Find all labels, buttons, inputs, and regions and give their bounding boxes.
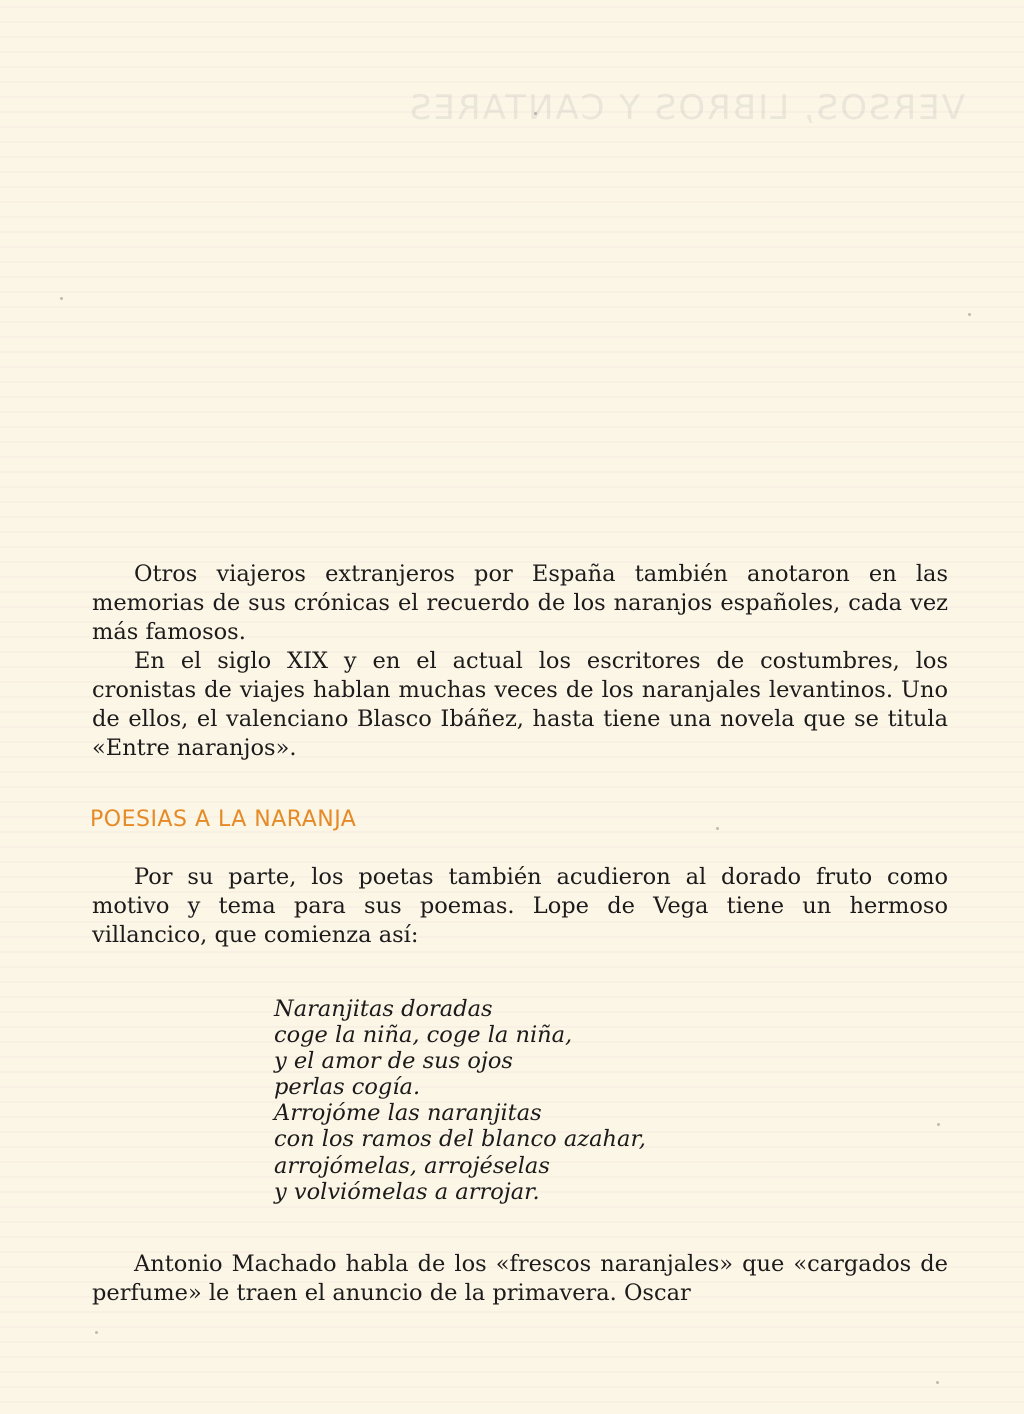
paper-speck xyxy=(968,313,971,316)
poem-line: y el amor de sus ojos xyxy=(274,1048,513,1075)
paper-speck xyxy=(937,1123,940,1126)
paper-speck xyxy=(95,1331,98,1334)
paragraph-travelers: Otros viajeros extranjeros por España también anotaron en las memorias de sus crónicas el recuerdo de los naranjos españoles, cada vez más famosos. xyxy=(92,561,948,645)
poets-text xyxy=(92,863,948,950)
poem-line: perlas cogía. xyxy=(274,1074,421,1101)
paragraph-machado: Antonio Machado habla de los «frescos naranjales» que «cargados de perfume» le traen el anuncio de la primavera. Oscar xyxy=(92,1251,948,1306)
machado-text xyxy=(92,1250,948,1308)
villancico-poem xyxy=(274,996,794,1205)
poem-line: coge la niña, coge la niña, xyxy=(274,1022,573,1049)
paragraph-poets: Por su parte, los poetas también acudieron al dorado fruto como motivo y tema para sus poemas. Lope de Vega tiene un hermoso villancico, que comienza así: xyxy=(92,864,948,948)
section-heading: POESIAS A LA NARANJA xyxy=(90,807,357,832)
paper-speck xyxy=(936,1381,939,1384)
poem-line: y volviómelas a arrojar. xyxy=(274,1178,540,1205)
paper-speck xyxy=(716,827,719,830)
poem-line: Naranjitas doradas xyxy=(274,996,493,1022)
paper-speck xyxy=(534,112,537,115)
intro-text xyxy=(92,560,948,763)
bleed-through-header: VERSOS, LIBROS Y CANTARES xyxy=(407,88,965,128)
poem-line: con los ramos del blanco azahar, xyxy=(274,1126,646,1153)
poem-line: Arrojóme las naranjitas xyxy=(274,1100,542,1127)
paper-speck xyxy=(60,297,63,300)
poem-line: arrojómelas, arrojéselas xyxy=(274,1152,550,1179)
paragraph-nineteenth-century: En el siglo XIX y en el actual los escritores de costumbres, los cronistas de viajes hablan muchas veces de los naranjales levantinos. Uno de ellos, el valenciano Blasco Ibáñez, hasta tiene una novela que se titula «Entre naranjos». xyxy=(92,648,948,761)
